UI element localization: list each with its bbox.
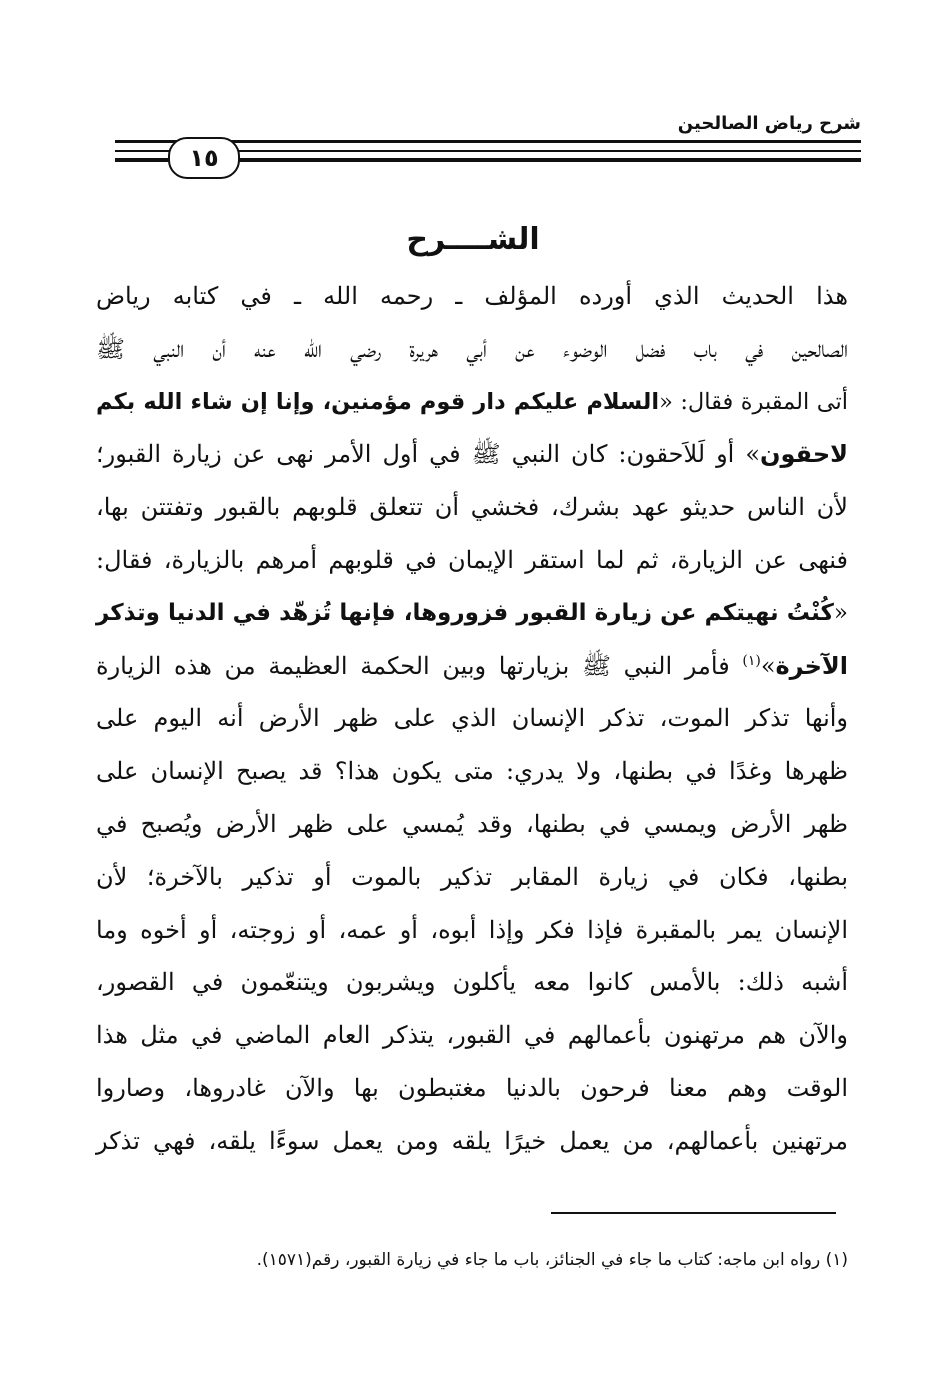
text-run: بطنها، فكان في زيارة المقابر تذكير بالموت أو تذكير بالآخرة؛ لأن <box>96 862 848 891</box>
text-run: وأنها تذكر الموت، تذكر الإنسان الذي على ظهر الأرض أنه اليوم على <box>96 704 848 733</box>
hadith-quote: الآخرة <box>775 651 848 680</box>
body-line <box>96 534 848 587</box>
text-run: الإنسان يمر بالمقبرة فإذا فكر وإذا أبوه، أو عمه، أو زوجته، أو أخوه وما <box>96 915 848 944</box>
body-line <box>96 745 848 798</box>
text-run: » <box>760 651 776 680</box>
body-line <box>96 323 848 376</box>
body-line <box>96 1115 848 1168</box>
footnote-reference[interactable]: (١) <box>742 652 761 669</box>
text-run: فأمر النبي ﷺ بزيارتها وبين الحكمة العظيمة من هذه الزيارة <box>96 651 743 680</box>
text-run: « <box>833 599 848 626</box>
text-run: أتى المقبرة فقال: « <box>659 388 848 415</box>
hadith-quote: السلام عليكم دار قوم مؤمنين، وإنا إن شاء الله بكم <box>96 388 660 415</box>
footnote-text: رواه ابن ماجه: كتاب ما جاء في الجنائز، باب ما جاء في زيارة القبور، رقم(١٥٧١). <box>256 1250 821 1270</box>
body-line <box>96 904 848 957</box>
text-run: لأن الناس حديثو عهد بشرك، فخشي أن تتعلق قلوبهم بالقبور وتفتتن بها، <box>96 493 848 522</box>
page-number <box>168 137 240 179</box>
hadith-quote: كُنْتُ نهيتكم عن زيارة القبور فزوروها، فإنها تُزهّد في الدنيا وتذكر <box>96 599 834 626</box>
body-line <box>96 1062 848 1115</box>
page-number-text: ١٥ <box>189 144 219 172</box>
body-line <box>96 692 848 745</box>
footnote-separator <box>551 1212 836 1214</box>
text-run: أشبه ذلك: بالأمس كانوا معه يأكلون ويشربون ويتنعّمون في القصور، <box>96 968 848 997</box>
body-line <box>96 587 848 640</box>
running-title: شرح رياض الصالحين <box>677 113 861 134</box>
text-run: الوقت وهم معنا فرحون بالدنيا مغتبطون بها والآن غادروها، وصاروا <box>96 1073 848 1102</box>
text-run: الصالحين في باب فضل الوضوء عن أبي هريرة رضي الله عنه أن النبي ﷺ <box>96 334 848 363</box>
section-heading: الشــــرح <box>406 222 540 257</box>
footnote <box>257 1250 848 1270</box>
text-run: والآن هم مرتهنون بأعمالهم في القبور، يتذكر العام الماضي في مثل هذا <box>96 1021 848 1050</box>
body-line <box>96 798 848 851</box>
body-line <box>96 481 848 534</box>
text-run: مرتهنين بأعمالهم، من يعمل خيرًا يلقه ومن يعمل سوءًا يلقه، فهي تذكر <box>96 1126 848 1155</box>
hadith-quote: لاحقون <box>760 440 848 469</box>
body-line <box>96 376 848 429</box>
body-line <box>96 270 848 323</box>
body-line <box>96 956 848 1009</box>
text-run: » أو لَلاَحقون: كان النبي ﷺ في أول الأمر نهى عن زيارة القبور؛ <box>96 440 761 469</box>
body-line <box>96 428 848 481</box>
body-line <box>96 851 848 904</box>
body-text <box>96 270 848 1168</box>
text-run: هذا الحديث الذي أورده المؤلف ـ رحمه الله ـ في كتابه رياض <box>96 282 848 310</box>
text-run: ظهر الأرض ويمسي في بطنها، وقد يُمسي على ظهر الأرض ويُصبح في <box>96 809 848 838</box>
body-line <box>96 1009 848 1062</box>
text-run: ظهرها وغدًا في بطنها، ولا يدري: متى يكون هذا؟ قد يصبح الإنسان على <box>96 757 848 786</box>
footnote-marker: (١) <box>825 1250 848 1270</box>
text-run: فنهى عن الزيارة، ثم لما استقر الإيمان في قلوبهم أمرهم بالزيارة، فقال: <box>96 545 848 574</box>
body-line <box>96 640 848 693</box>
